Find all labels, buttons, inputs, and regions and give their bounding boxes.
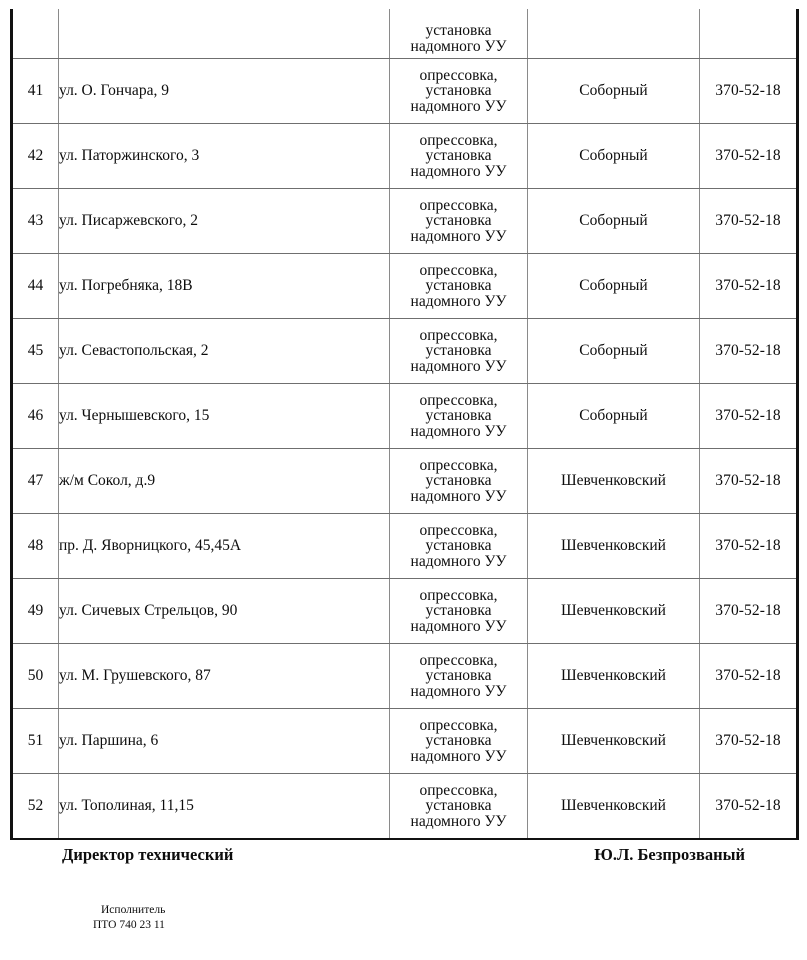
work-type-line: установка [425,667,492,685]
work-type-line: надомного УУ [410,487,507,505]
cell-phone: 370-52-18 [700,319,798,384]
work-type-line: установка [425,472,492,490]
work-type-line: установка [425,82,492,100]
cell-number: 44 [12,254,59,319]
cell-address: пр. Д. Яворницкого, 45,45А [59,514,390,579]
table-row [12,644,798,709]
cell-phone: 370-52-18 [700,449,798,514]
table-row [12,254,798,319]
cell-work-type [390,774,528,840]
cell-district: Шевченковский [528,579,700,644]
cell-number: 43 [12,189,59,254]
cell-address: ул. Погребняка, 18В [59,254,390,319]
cell-phone: 370-52-18 [700,579,798,644]
cell-number: 48 [12,514,59,579]
signature-name: Ю.Л. Безпрозваный [594,845,745,864]
cell-district: Соборный [528,254,700,319]
cell-phone: 370-52-18 [700,59,798,124]
cell-number: 41 [12,59,59,124]
table-row [12,124,798,189]
cell-phone: 370-52-18 [700,709,798,774]
work-type-line: надомного УУ [410,37,507,55]
cell-work-type [390,9,528,59]
cell-work-type [390,319,528,384]
cell-district: Соборный [528,319,700,384]
signature-title: Директор технический [62,845,234,864]
work-type-line: установка [425,602,492,620]
cell-work-type [390,579,528,644]
signature-block [0,845,807,869]
work-type-line: установка [425,342,492,360]
table-row [12,189,798,254]
work-type-line: надомного УУ [410,617,507,635]
cell-address: ул. Сичевых Стрельцов, 90 [59,579,390,644]
work-type-line: опрессовка, [419,131,498,149]
cell-phone: 370-52-18 [700,774,798,840]
cell-number: 45 [12,319,59,384]
cell-number: 49 [12,579,59,644]
work-type-line: установка [425,22,492,39]
cell-work-type [390,124,528,189]
work-type-line: установка [425,407,492,425]
cell-phone: 370-52-18 [700,124,798,189]
cell-address [59,9,390,59]
table-row [12,774,798,840]
work-type-line: опрессовка, [419,261,498,279]
work-type-line: опрессовка, [419,456,498,474]
works-schedule-table-container [10,9,796,840]
work-type-line: опрессовка, [419,716,498,734]
cell-phone: 370-52-18 [700,189,798,254]
executor-department: ПТО 740 23 11 [93,918,165,931]
cell-address: ул. Паторжинского, 3 [59,124,390,189]
works-schedule-table [10,9,799,840]
cell-number: 52 [12,774,59,840]
cell-number: 51 [12,709,59,774]
table-row [12,59,798,124]
cell-district: Шевченковский [528,774,700,840]
work-type-line: опрессовка, [419,326,498,344]
work-type-line: надомного УУ [410,552,507,570]
executor-block [93,903,165,933]
cell-work-type [390,384,528,449]
work-type-line: надомного УУ [410,812,507,830]
work-type-line: опрессовка, [419,196,498,214]
cell-work-type [390,514,528,579]
work-type-line: опрессовка, [419,781,498,799]
work-type-line: опрессовка, [419,651,498,669]
cell-phone: 370-52-18 [700,644,798,709]
cell-phone: 370-52-18 [700,384,798,449]
cell-district: Шевченковский [528,644,700,709]
executor-label: Исполнитель [101,904,166,916]
table-body [12,9,798,839]
table-row [12,384,798,449]
cell-number [12,9,59,59]
cell-phone [700,9,798,59]
cell-address: ж/м Сокол, д.9 [59,449,390,514]
work-type-line: надомного УУ [410,292,507,310]
work-type-line: надомного УУ [410,747,507,765]
cell-work-type [390,709,528,774]
cell-work-type [390,449,528,514]
table-row [12,514,798,579]
work-type-line: надомного УУ [410,682,507,700]
cell-address: ул. Тополиная, 11,15 [59,774,390,840]
cell-phone: 370-52-18 [700,514,798,579]
cell-phone: 370-52-18 [700,254,798,319]
cell-address: ул. Писаржевского, 2 [59,189,390,254]
cell-number: 50 [12,644,59,709]
work-type-line: опрессовка, [419,391,498,409]
work-type-line: установка [425,147,492,165]
work-type-line: установка [425,732,492,750]
cell-address: ул. О. Гончара, 9 [59,59,390,124]
work-type-line: опрессовка, [419,66,498,84]
work-type-line: надомного УУ [410,357,507,375]
cell-work-type [390,254,528,319]
table-row-clipped [12,9,798,59]
cell-district: Соборный [528,124,700,189]
table-row [12,449,798,514]
work-type-line: надомного УУ [410,162,507,180]
table-row [12,579,798,644]
cell-address: ул. Севастопольская, 2 [59,319,390,384]
cell-work-type [390,644,528,709]
cell-number: 46 [12,384,59,449]
cell-work-type [390,189,528,254]
cell-address: ул. Чернышевского, 15 [59,384,390,449]
cell-district: Соборный [528,189,700,254]
work-type-line: надомного УУ [410,97,507,115]
work-type-line: установка [425,277,492,295]
cell-district [528,9,700,59]
work-type-line: установка [425,797,492,815]
work-type-line: установка [425,212,492,230]
cell-address: ул. Паршина, 6 [59,709,390,774]
cell-district: Соборный [528,59,700,124]
cell-work-type [390,59,528,124]
cell-number: 42 [12,124,59,189]
work-type-line: надомного УУ [410,422,507,440]
cell-district: Шевченковский [528,709,700,774]
table-row [12,709,798,774]
cell-district: Соборный [528,384,700,449]
table-row [12,319,798,384]
cell-district: Шевченковский [528,449,700,514]
cell-number: 47 [12,449,59,514]
work-type-line: надомного УУ [410,227,507,245]
work-type-line: опрессовка, [419,586,498,604]
work-type-line: опрессовка, [419,521,498,539]
work-type-line: установка [425,537,492,555]
cell-district: Шевченковский [528,514,700,579]
cell-address: ул. М. Грушевского, 87 [59,644,390,709]
